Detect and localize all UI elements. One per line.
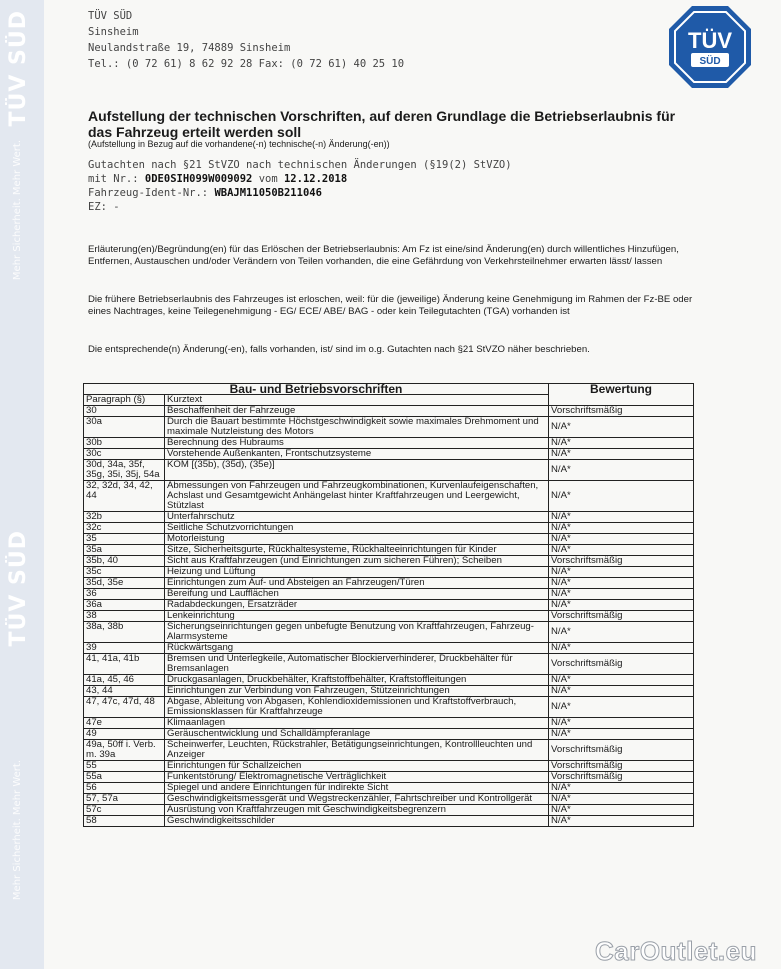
caroutlet-watermark: CarOutlet.eu — [594, 936, 757, 966]
kurztext-cell: Heizung und Lüftung — [165, 567, 549, 578]
vin-number: WBAJM11050B211046 — [214, 187, 322, 199]
table-row — [84, 675, 694, 686]
kurztext-cell: Unterfahrschutz — [165, 512, 549, 523]
report-number: 0DE0SIH099W009092 — [144, 173, 253, 185]
bewertung-cell: N/A* — [549, 512, 694, 523]
table-row — [84, 556, 694, 567]
bewertung-cell: Vorschriftsmäßig — [549, 611, 694, 622]
paragraph-cell: 38a, 38b — [84, 622, 165, 643]
bewertung-cell: N/A* — [549, 534, 694, 545]
bewertung-cell: N/A* — [549, 794, 694, 805]
table-row — [84, 643, 694, 654]
side-watermark-text: TÜV SÜD — [6, 10, 31, 127]
table-row — [84, 567, 694, 578]
table-row — [84, 449, 694, 460]
vin-line: Fahrzeug-Ident-Nr.: WBAJM11050B211046 — [88, 187, 322, 199]
paragraph-cell: 58 — [84, 816, 165, 827]
paragraph-cell: 32, 32d, 34, 42, 44 — [84, 481, 165, 512]
paragraph-cell: 36 — [84, 589, 165, 600]
bewertung-cell: N/A* — [549, 460, 694, 481]
bewertung-cell: N/A* — [549, 729, 694, 740]
table-row — [84, 761, 694, 772]
kurztext-cell: Radabdeckungen, Ersatzräder — [165, 600, 549, 611]
kurztext-cell: Einrichtungen zur Verbindung von Fahrzeugen, Stützeinrichtungen — [165, 686, 549, 697]
table-row — [84, 460, 694, 481]
paragraph-cell: 49 — [84, 729, 165, 740]
logo-subtext: SÜD — [699, 56, 721, 67]
bewertung-cell: N/A* — [549, 417, 694, 438]
bewertung-cell: N/A* — [549, 805, 694, 816]
changes-paragraph: Die entsprechende(n) Änderung(-en), falls vorhanden, ist/ sind im o.g. Gutachten nach §21 StVZO näher beschrieben. — [88, 344, 590, 355]
paragraph-cell: 30b — [84, 438, 165, 449]
bewertung-cell: N/A* — [549, 600, 694, 611]
header-bewertung: Bewertung — [549, 384, 694, 406]
paragraph-cell: 32b — [84, 512, 165, 523]
bewertung-cell: N/A* — [549, 783, 694, 794]
kurztext-cell: Seitliche Schutzvorrichtungen — [165, 523, 549, 534]
kurztext-cell: Geschwindigkeitsmessgerät und Wegstreckenzähler, Fahrtschreiber und Kontrollgerät — [165, 794, 549, 805]
company-street: Neulandstraße 19, 74889 Sinsheim — [88, 42, 291, 54]
bewertung-cell: Vorschriftsmäßig — [549, 556, 694, 567]
kurztext-cell: Sitze, Sicherheitsgurte, Rückhaltesysteme, Rückhalteeinrichtungen für Kinder — [165, 545, 549, 556]
kurztext-cell: Lenkeinrichtung — [165, 611, 549, 622]
bewertung-cell: Vorschriftsmäßig — [549, 406, 694, 417]
kurztext-cell: Scheinwerfer, Leuchten, Rückstrahler, Betätigungseinrichtungen, Kontrollleuchten und Anzeiger — [165, 740, 549, 761]
bewertung-cell: Vorschriftsmäßig — [549, 654, 694, 675]
table-row — [84, 794, 694, 805]
report-number-line: mit Nr.: 0DE0SIH099W009092 vom 12.12.2018 — [88, 173, 348, 185]
kurztext-cell: Funkentstörung/ Elektromagnetische Verträglichkeit — [165, 772, 549, 783]
paragraph-cell: 35b, 40 — [84, 556, 165, 567]
kurztext-cell: Abgase, Ableitung von Abgasen, Kohlendioxidemissionen und Kraftstoffverbrauch, Emissionsklassen für Kraftfahrzeuge — [165, 697, 549, 718]
paragraph-cell: 30d, 34a, 35f, 35g, 35i, 35j, 54a — [84, 460, 165, 481]
side-watermark-text: TÜV SÜD — [6, 530, 31, 647]
kurztext-cell: Berechnung des Hubraums — [165, 438, 549, 449]
paragraph-cell: 30c — [84, 449, 165, 460]
paragraph-cell: 30 — [84, 406, 165, 417]
kurztext-cell: Bereifung und Laufflächen — [165, 589, 549, 600]
paragraph-cell: 47e — [84, 718, 165, 729]
paragraph-cell: 38 — [84, 611, 165, 622]
table-row — [84, 718, 694, 729]
paragraph-cell: 39 — [84, 643, 165, 654]
kurztext-cell: Geschwindigkeitsschilder — [165, 816, 549, 827]
paragraph-cell: 49a, 50ff i. Verb. m. 39a — [84, 740, 165, 761]
table-row — [84, 654, 694, 675]
company-phone: Tel.: (0 72 61) 8 62 92 28 Fax: (0 72 61) 40 25 10 — [88, 58, 405, 70]
bewertung-cell: N/A* — [549, 643, 694, 654]
table-row — [84, 805, 694, 816]
bewertung-cell: N/A* — [549, 697, 694, 718]
paragraph-cell: 35c — [84, 567, 165, 578]
kurztext-cell: Motorleistung — [165, 534, 549, 545]
bewertung-cell: N/A* — [549, 675, 694, 686]
kurztext-cell: Beschaffenheit der Fahrzeuge — [165, 406, 549, 417]
table-row — [84, 622, 694, 643]
table-row — [84, 611, 694, 622]
paragraph-cell: 32c — [84, 523, 165, 534]
company-name: TÜV SÜD — [88, 10, 133, 22]
bewertung-cell: N/A* — [549, 481, 694, 512]
company-city: Sinsheim — [88, 26, 139, 38]
bewertung-cell: N/A* — [549, 438, 694, 449]
paragraph-cell: 43, 44 — [84, 686, 165, 697]
document-subtitle: (Aufstellung in Bezug auf die vorhandene(-n) technische(-n) Änderung(-en)) — [88, 139, 390, 149]
table-row — [84, 589, 694, 600]
paragraph-cell: 35 — [84, 534, 165, 545]
table-body — [84, 406, 694, 827]
table-row — [84, 816, 694, 827]
sender-address — [88, 8, 404, 72]
paragraph-cell: 35d, 35e — [84, 578, 165, 589]
table-row — [84, 545, 694, 556]
kurztext-cell: Bremsen und Unterlegkeile, Automatischer Blockierverhinderer, Druckbehälter für Bremsanlagen — [165, 654, 549, 675]
paragraph-cell: 35a — [84, 545, 165, 556]
table-row — [84, 783, 694, 794]
table-row — [84, 578, 694, 589]
table-row — [84, 686, 694, 697]
kurztext-cell: Vorstehende Außenkanten, Frontschutzsysteme — [165, 449, 549, 460]
report-reference — [88, 158, 512, 214]
explanation-paragraph: Erläuterung(en)/Begründung(en) für das Erlöschen der Betriebserlaubnis: Am Fz ist eine/sind Änderung(en) durch willentliches Hinzufügen, Entfernen, Austauschen und/oder Verändern von Teilen vorhanden, die eine Gefährdung von Verkehrsteilnehmer erwarten lässt/ lassen — [88, 244, 679, 267]
side-slogan-text: Mehr Sicherheit. Mehr Wert. — [12, 760, 23, 901]
side-watermark-strip — [0, 0, 44, 969]
document-title: Aufstellung der technischen Vorschriften, auf deren Grundlage die Betriebserlaubnis für das Fahrzeug erteilt werden soll — [88, 108, 676, 140]
bewertung-cell: Vorschriftsmäßig — [549, 772, 694, 783]
paragraph-cell: 41a, 45, 46 — [84, 675, 165, 686]
first-registration: EZ: - — [88, 201, 120, 213]
kurztext-cell: KOM [(35b), (35d), (35e)] — [165, 460, 549, 481]
table-row — [84, 600, 694, 611]
bewertung-cell: N/A* — [549, 449, 694, 460]
table-row — [84, 523, 694, 534]
bewertung-cell: N/A* — [549, 718, 694, 729]
paragraph-cell: 57, 57a — [84, 794, 165, 805]
report-type: Gutachten nach §21 StVZO nach technischen Änderungen (§19(2) StVZO) — [88, 159, 512, 171]
kurztext-cell: Geräuschentwicklung und Schalldämpferanlage — [165, 729, 549, 740]
table-row — [84, 772, 694, 783]
kurztext-cell: Klimaanlagen — [165, 718, 549, 729]
table-row — [84, 740, 694, 761]
paragraph-cell: 47, 47c, 47d, 48 — [84, 697, 165, 718]
kurztext-cell: Einrichtungen zum Auf- und Absteigen an Fahrzeugen/Türen — [165, 578, 549, 589]
bewertung-cell: N/A* — [549, 686, 694, 697]
bewertung-cell: N/A* — [549, 567, 694, 578]
tuv-sud-logo — [667, 4, 753, 90]
paragraph-cell: 55a — [84, 772, 165, 783]
kurztext-cell: Sicht aus Kraftfahrzeugen (und Einrichtungen zum sicheren Führen); Scheiben — [165, 556, 549, 567]
kurztext-cell: Druckgasanlagen, Druckbehälter, Kraftstoffbehälter, Kraftstoffleitungen — [165, 675, 549, 686]
expiry-paragraph: Die frühere Betriebserlaubnis des Fahrzeuges ist erloschen, weil: für die (jeweilige) Änderung keine Genehmigung im Rahmen der Fz-BE oder eines Nachtrages, keine Teilegenehmigung - EG/ ECE/ ABE/ BAG - oder kein Teilegutachten (TGA) vorhanden ist — [88, 294, 693, 317]
header-kurztext: Kurztext — [165, 395, 549, 406]
table-row — [84, 697, 694, 718]
kurztext-cell: Einrichtungen für Schallzeichen — [165, 761, 549, 772]
bewertung-cell: N/A* — [549, 523, 694, 534]
kurztext-cell: Ausrüstung von Kraftfahrzeugen mit Geschwindigkeitsbegrenzern — [165, 805, 549, 816]
header-paragraph: Paragraph (§) — [84, 395, 165, 406]
paragraph-cell: 56 — [84, 783, 165, 794]
report-date: 12.12.2018 — [283, 173, 348, 185]
table-title: Bau- und Betriebsvorschriften — [84, 384, 549, 395]
table-row — [84, 534, 694, 545]
paragraph-cell: 36a — [84, 600, 165, 611]
bewertung-cell: N/A* — [549, 578, 694, 589]
table-row — [84, 512, 694, 523]
bewertung-cell: Vorschriftsmäßig — [549, 761, 694, 772]
bewertung-cell: N/A* — [549, 816, 694, 827]
kurztext-cell: Sicherungseinrichtungen gegen unbefugte Benutzung von Kraftfahrzeugen, Fahrzeug-Alarmsysteme — [165, 622, 549, 643]
kurztext-cell: Rückwärtsgang — [165, 643, 549, 654]
table-row — [84, 438, 694, 449]
paragraph-cell: 41, 41a, 41b — [84, 654, 165, 675]
regulations-table — [83, 383, 694, 827]
kurztext-cell: Durch die Bauart bestimmte Höchstgeschwindigkeit sowie maximales Drehmoment und maximale Nutzleistung des Motors — [165, 417, 549, 438]
paragraph-cell: 30a — [84, 417, 165, 438]
bewertung-cell: N/A* — [549, 545, 694, 556]
table-row — [84, 406, 694, 417]
bewertung-cell: N/A* — [549, 589, 694, 600]
table-row — [84, 729, 694, 740]
bewertung-cell: Vorschriftsmäßig — [549, 740, 694, 761]
table-row — [84, 417, 694, 438]
paragraph-cell: 55 — [84, 761, 165, 772]
logo-text: TÜV — [688, 28, 732, 53]
kurztext-cell: Abmessungen von Fahrzeugen und Fahrzeugkombinationen, Kurvenlaufeigenschaften, Achslast und Gesamtgewicht Anhängelast hinter Kraftfahrzeugen und Leergewicht, Stützlast — [165, 481, 549, 512]
bewertung-cell: N/A* — [549, 622, 694, 643]
side-slogan-text: Mehr Sicherheit. Mehr Wert. — [12, 140, 23, 281]
paragraph-cell: 57c — [84, 805, 165, 816]
kurztext-cell: Spiegel und andere Einrichtungen für indirekte Sicht — [165, 783, 549, 794]
table-row — [84, 481, 694, 512]
